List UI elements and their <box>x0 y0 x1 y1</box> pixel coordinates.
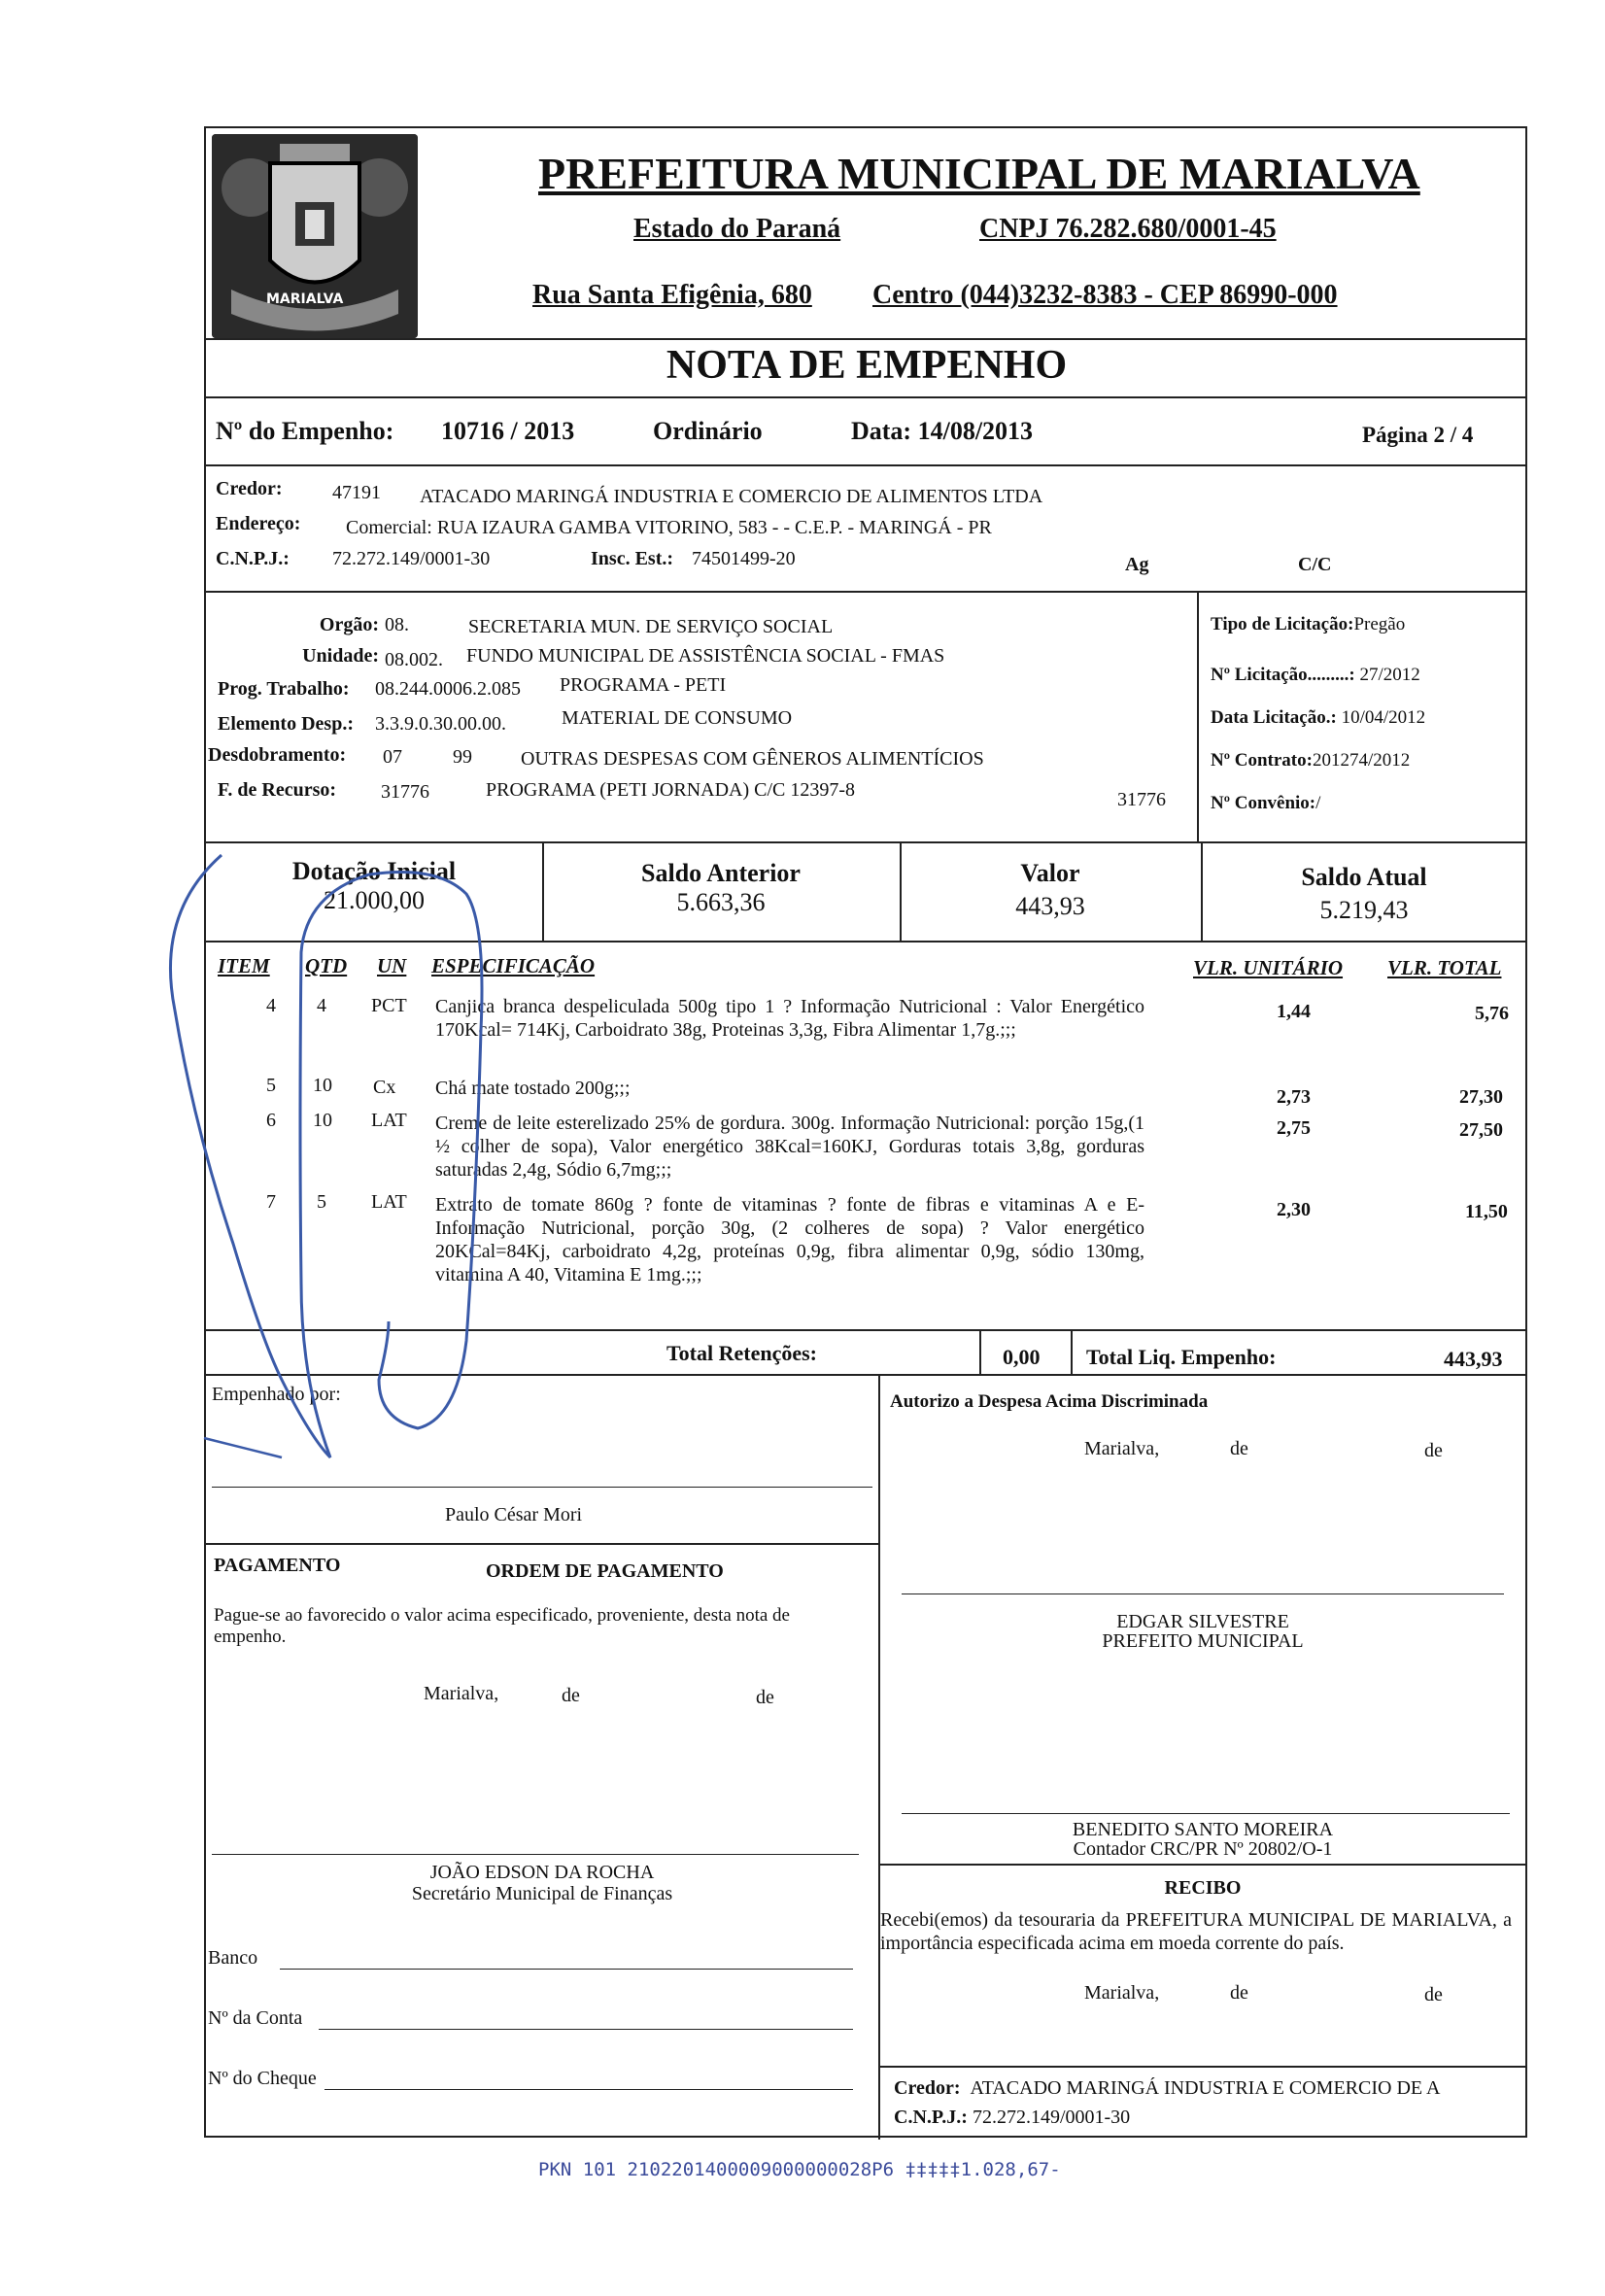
total-retencoes-value: 0,00 <box>1003 1345 1041 1369</box>
item-2-desc: Chá mate tostado 200g;;; <box>435 1078 631 1099</box>
col-item: ITEM <box>218 954 270 977</box>
pagamento-de-1: de <box>562 1685 580 1706</box>
item-4-desc: Extrato de tomate 860g ? fonte de vitaminas ? fonte de fibras e vitaminas A e E- Informação Nutricional, porção 30g, (2 colheres de sopa) ? Valor energético 20KCal=84Kj, carboidrato 4,2g, proteínas 0,9g, fibra alimentar 0,9g, sódio 130mg, vitamina A 40, Vitamina E 1mg.;;; <box>435 1194 1144 1285</box>
empenho-number: 10716 / 2013 <box>441 417 575 445</box>
prog-label: Prog. Trabalho: <box>218 678 350 700</box>
empenhado-por-label: Empenhado por: <box>212 1384 341 1405</box>
credor-ie: 74501499-20 <box>692 548 796 569</box>
header-address: Rua Santa Efigênia, 680 <box>532 280 812 310</box>
prefeito-signature-line <box>902 1593 1504 1594</box>
cheque-field[interactable] <box>324 2089 853 2090</box>
elemento-code: 3.3.9.0.30.00.00. <box>375 713 506 735</box>
contador-name: BENEDITO SANTO MOREIRA <box>1072 1819 1334 1840</box>
item-2-un: Cx <box>373 1077 396 1098</box>
item-1-total: 5,76 <box>1475 1003 1509 1024</box>
page-number: Página 2 / 4 <box>1362 423 1474 447</box>
recibo-text: Recebi(emos) da tesouraria da PREFEITURA MUNICIPAL DE MARIALVA, a importância especificada acima em moeda corrente do país. <box>880 1909 1512 1954</box>
item-3-item: 6 <box>266 1110 276 1131</box>
saldo-atual-label: Saldo Atual <box>1301 863 1427 891</box>
orgao-code: 08. <box>385 614 409 635</box>
item-4-item: 7 <box>266 1191 276 1213</box>
item-2-item: 5 <box>266 1075 276 1096</box>
total-liq-label: Total Liq. Empenho: <box>1086 1345 1277 1369</box>
autorizo-place: Marialva, <box>1084 1438 1160 1459</box>
prefeito-role: PREFEITO MUNICIPAL <box>1102 1630 1304 1652</box>
desdobramento-label: Desdobramento: <box>208 744 347 766</box>
dotacao-label: Dotação Inicial <box>291 857 457 885</box>
banco-label: Banco <box>208 1947 258 1969</box>
credor-cnpj: 72.272.149/0001-30 <box>332 548 491 569</box>
seal-banner-text: MARIALVA <box>266 291 344 307</box>
pagamento-de-2: de <box>756 1687 774 1708</box>
recurso-name: PROGRAMA (PETI JORNADA) C/C 12397-8 <box>486 779 856 801</box>
autorizo-de-2: de <box>1424 1440 1443 1461</box>
doc-title: NOTA DE EMPENHO <box>666 343 1068 388</box>
recibo-place: Marialva, <box>1084 1982 1160 2004</box>
item-3-qtd: 10 <box>313 1110 332 1131</box>
credor-label: Credor: <box>216 478 283 499</box>
total-retencoes-label: Total Retenções: <box>666 1341 817 1365</box>
valor-label: Valor <box>1020 859 1080 887</box>
recibo-label: RECIBO <box>1164 1877 1242 1899</box>
orgao-name: SECRETARIA MUN. DE SERVIÇO SOCIAL <box>468 616 834 637</box>
header-district: Centro (044)3232-8383 - CEP 86990-000 <box>872 280 1338 310</box>
empenhado-signer: Paulo César Mori <box>445 1504 583 1525</box>
item-2-unit: 2,73 <box>1277 1086 1311 1108</box>
recibo-cnpj: C.N.P.J.: 72.272.149/0001-30 <box>894 2107 1131 2128</box>
unidade-label: Unidade: <box>302 645 379 667</box>
recurso-label: F. de Recurso: <box>218 779 337 801</box>
autorizo-de-1: de <box>1230 1438 1248 1459</box>
banco-field[interactable] <box>280 1969 853 1970</box>
contrato-numero: Nº Contrato:201274/2012 <box>1211 750 1411 771</box>
secretario-name: JOÃO EDSON DA ROCHA <box>429 1862 655 1883</box>
item-3-un: LAT <box>371 1110 407 1131</box>
col-un: UN <box>377 954 407 977</box>
ag-label: Ag <box>1125 554 1149 575</box>
footer-code: PKN 101 2102201400009000000028P6 ‡‡‡‡‡1.028,67- <box>538 2159 1061 2180</box>
saldo-atual-value: 5.219,43 <box>1319 896 1409 924</box>
item-4-un: LAT <box>371 1191 407 1213</box>
secretario-signature-line <box>212 1854 859 1855</box>
empenho-date: Data: 14/08/2013 <box>851 417 1034 445</box>
prefeito-name: EDGAR SILVESTRE <box>1116 1611 1289 1632</box>
item-1-item: 4 <box>266 995 276 1016</box>
item-4-unit: 2,30 <box>1277 1199 1311 1220</box>
state-name: Estado do Paraná <box>633 214 841 244</box>
recibo-de-1: de <box>1230 1982 1248 2004</box>
item-2-total: 27,30 <box>1459 1086 1503 1108</box>
item-2-qtd: 10 <box>313 1075 332 1096</box>
recurso-code-2: 31776 <box>1117 789 1166 810</box>
item-1-unit: 1,44 <box>1277 1001 1311 1022</box>
coat-of-arms-seal <box>212 134 418 338</box>
empenho-type: Ordinário <box>653 417 763 445</box>
contador-signature-line <box>902 1813 1510 1814</box>
pagamento-label: PAGAMENTO <box>214 1555 341 1576</box>
autorizo-label: Autorizo a Despesa Acima Discriminada <box>890 1391 1209 1412</box>
conta-label: Nº da Conta <box>208 2007 303 2029</box>
licitacao-data: Data Licitação.: 10/04/2012 <box>1211 707 1426 728</box>
conta-field[interactable] <box>319 2029 853 2030</box>
saldo-anterior-label: Saldo Anterior <box>641 859 801 887</box>
licitacao-tipo: Tipo de Licitação:Pregão <box>1211 614 1406 634</box>
prefeitura-title: PREFEITURA MUNICIPAL DE MARIALVA <box>538 149 1420 198</box>
unidade-name: FUNDO MUNICIPAL DE ASSISTÊNCIA SOCIAL - FMAS <box>466 645 945 667</box>
prog-code: 08.244.0006.2.085 <box>375 678 521 700</box>
pagamento-place: Marialva, <box>424 1683 499 1704</box>
credor-name: ATACADO MARINGÁ INDUSTRIA E COMERCIO DE ALIMENTOS LTDA <box>420 486 1043 507</box>
ordem-pagamento-label: ORDEM DE PAGAMENTO <box>486 1560 724 1582</box>
item-1-qtd: 4 <box>317 995 326 1016</box>
dotacao-value: 21.000,00 <box>324 886 425 914</box>
credor-code: 47191 <box>332 482 381 503</box>
recibo-de-2: de <box>1424 1984 1443 2005</box>
cc-label: C/C <box>1298 554 1332 575</box>
elemento-name: MATERIAL DE CONSUMO <box>562 707 793 729</box>
item-4-qtd: 5 <box>317 1191 326 1213</box>
total-liq-value: 443,93 <box>1444 1347 1503 1371</box>
desdobramento-a: 07 <box>383 746 402 768</box>
col-especificacao: ESPECIFICAÇÃO <box>431 954 596 977</box>
item-1-desc: Canjica branca despeliculada 500g tipo 1 ? Informação Nutricional : Valor Energético 170Kcal= 714Kj, Carboidrato 38g, Proteinas 3,3g, Fibra Alimentar 1,7g.;;; <box>435 996 1144 1041</box>
item-3-unit: 2,75 <box>1277 1117 1311 1139</box>
item-3-desc: Creme de leite esterelizado 25% de gordura. 300g. Informação Nutricional: porção 15g,(1 ½ colher de sopa), Valor energético 38Kcal=160KJ, Gorduras totais 3,8g, gorduras saturadas 2,4g, Sódio 6,7mg;;; <box>435 1113 1144 1181</box>
convenio-numero: Nº Convênio:/ <box>1211 793 1321 813</box>
cheque-label: Nº do Cheque <box>208 2068 317 2089</box>
address-label: Endereço: <box>216 513 301 534</box>
col-vlr-total: VLR. TOTAL <box>1387 956 1502 979</box>
elemento-label: Elemento Desp.: <box>218 713 354 735</box>
secretario-role: Secretário Municipal de Finanças <box>411 1883 673 1904</box>
credor-address: Comercial: RUA IZAURA GAMBA VITORINO, 583 - - C.E.P. - MARINGÁ - PR <box>346 517 992 538</box>
desdobramento-b: 99 <box>453 746 472 768</box>
col-qtd: QTD <box>305 954 348 977</box>
orgao-label: Orgão: <box>319 614 379 635</box>
licitacao-numero: Nº Licitação.........: 27/2012 <box>1211 665 1420 685</box>
empenho-label: Nº do Empenho: <box>216 417 394 445</box>
item-4-total: 11,50 <box>1465 1201 1508 1222</box>
item-3-total: 27,50 <box>1459 1119 1503 1141</box>
prog-name: PROGRAMA - PETI <box>560 674 727 696</box>
ie-label: Insc. Est.: <box>591 548 674 569</box>
pagamento-text: Pague-se ao favorecido o valor acima especificado, proveniente, desta nota de empenho. <box>214 1605 790 1647</box>
saldo-anterior-value: 5.663,36 <box>676 888 766 916</box>
col-vlr-unitario: VLR. UNITÁRIO <box>1193 956 1344 979</box>
header-cnpj: CNPJ 76.282.680/0001-45 <box>979 214 1277 244</box>
item-1-un: PCT <box>371 995 407 1016</box>
recibo-credor: Credor: ATACADO MARINGÁ INDUSTRIA E COMERCIO DE A <box>894 2077 1441 2099</box>
ink-signature-mark <box>146 836 612 1496</box>
unidade-code: 08.002. <box>385 649 443 670</box>
desdobramento-name: OUTRAS DESPESAS COM GÊNEROS ALIMENTÍCIOS <box>521 748 984 770</box>
contador-role: Contador CRC/PR Nº 20802/O-1 <box>1073 1838 1333 1860</box>
cnpj-label: C.N.P.J.: <box>216 548 290 569</box>
recurso-code: 31776 <box>381 781 429 803</box>
valor-value: 443,93 <box>1015 892 1085 920</box>
